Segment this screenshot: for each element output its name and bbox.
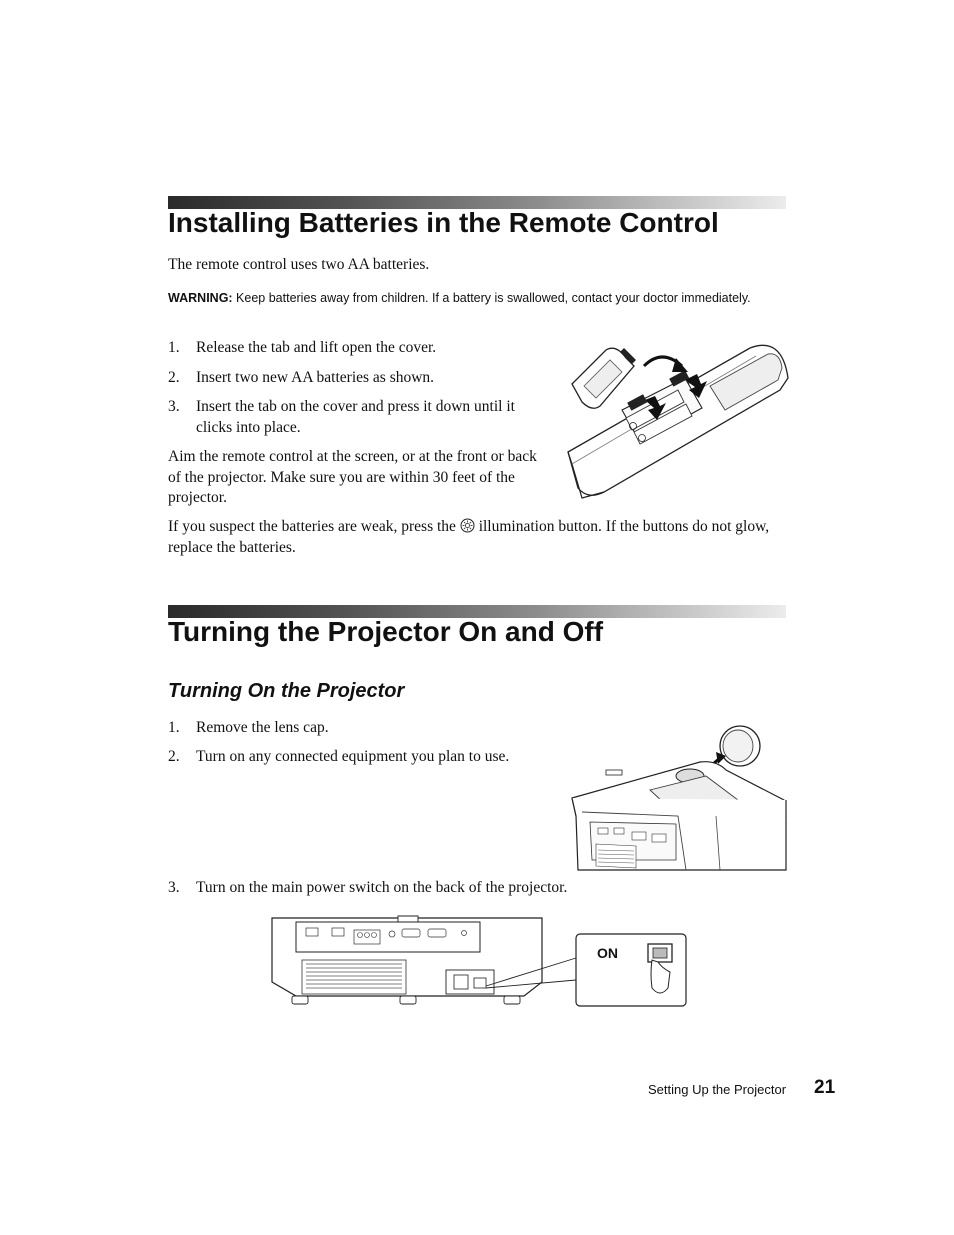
- step-2-battery: [168, 368, 548, 389]
- illumination-icon: [460, 518, 475, 533]
- section-title-projector: Turning the Projector On and Off: [168, 616, 604, 647]
- step-number: 3.: [168, 879, 180, 896]
- projector-rear-panel-illustration: [268, 912, 688, 1012]
- step-text: Turn on the main power switch on the back of the projector.: [196, 879, 568, 896]
- subsection-title: Turning On the Projector: [168, 680, 405, 702]
- remote-control-illustration: [560, 340, 790, 500]
- step-number: 2.: [168, 748, 180, 765]
- aim-paragraph: Aim the remote control at the screen, or at the front or back of the projector. Make sure you are within 30 feet of the projector.: [168, 448, 537, 506]
- suspect-paragraph: [168, 517, 786, 558]
- step-text: Remove the lens cap.: [196, 719, 329, 736]
- step-2-projector: [168, 747, 558, 768]
- warning-label: WARNING:: [168, 291, 233, 305]
- step-text: Turn on any connected equipment you plan to use.: [196, 748, 510, 765]
- warning-text: Keep batteries away from children. If a battery is swallowed, contact your doctor immediately.: [232, 291, 751, 305]
- projector-lens-cap-illustration: [566, 720, 790, 870]
- step-number: 2.: [168, 369, 180, 386]
- section-title-batteries: Installing Batteries in the Remote Control: [168, 207, 719, 238]
- step-3-battery: [168, 397, 548, 439]
- step-text-line2: clicks into place.: [196, 418, 301, 436]
- step-number: 1.: [168, 719, 180, 736]
- intro-text: The remote control uses two AA batteries.: [168, 256, 430, 273]
- suspect-text-after: illumination button. If the buttons do not glow, replace the batteries.: [168, 518, 770, 556]
- power-switch-on-label: ON: [597, 945, 618, 961]
- page-number: 21: [814, 1077, 836, 1098]
- step-text: Insert two new AA batteries as shown.: [196, 369, 435, 386]
- warning-note: [168, 290, 768, 307]
- suspect-text-before: If you suspect the batteries are weak, press the: [168, 518, 460, 535]
- step-1-projector: [168, 718, 548, 739]
- step-1-battery: [168, 338, 548, 359]
- step-3-projector: [168, 878, 648, 899]
- step-text-line1: Insert the tab on the cover and press it down until it: [196, 398, 515, 415]
- step-text: Release the tab and lift open the cover.: [196, 339, 437, 356]
- footer-section-name: Setting Up the Projector: [648, 1082, 787, 1097]
- step-number: 1.: [168, 339, 180, 356]
- step-number: 3.: [168, 398, 180, 415]
